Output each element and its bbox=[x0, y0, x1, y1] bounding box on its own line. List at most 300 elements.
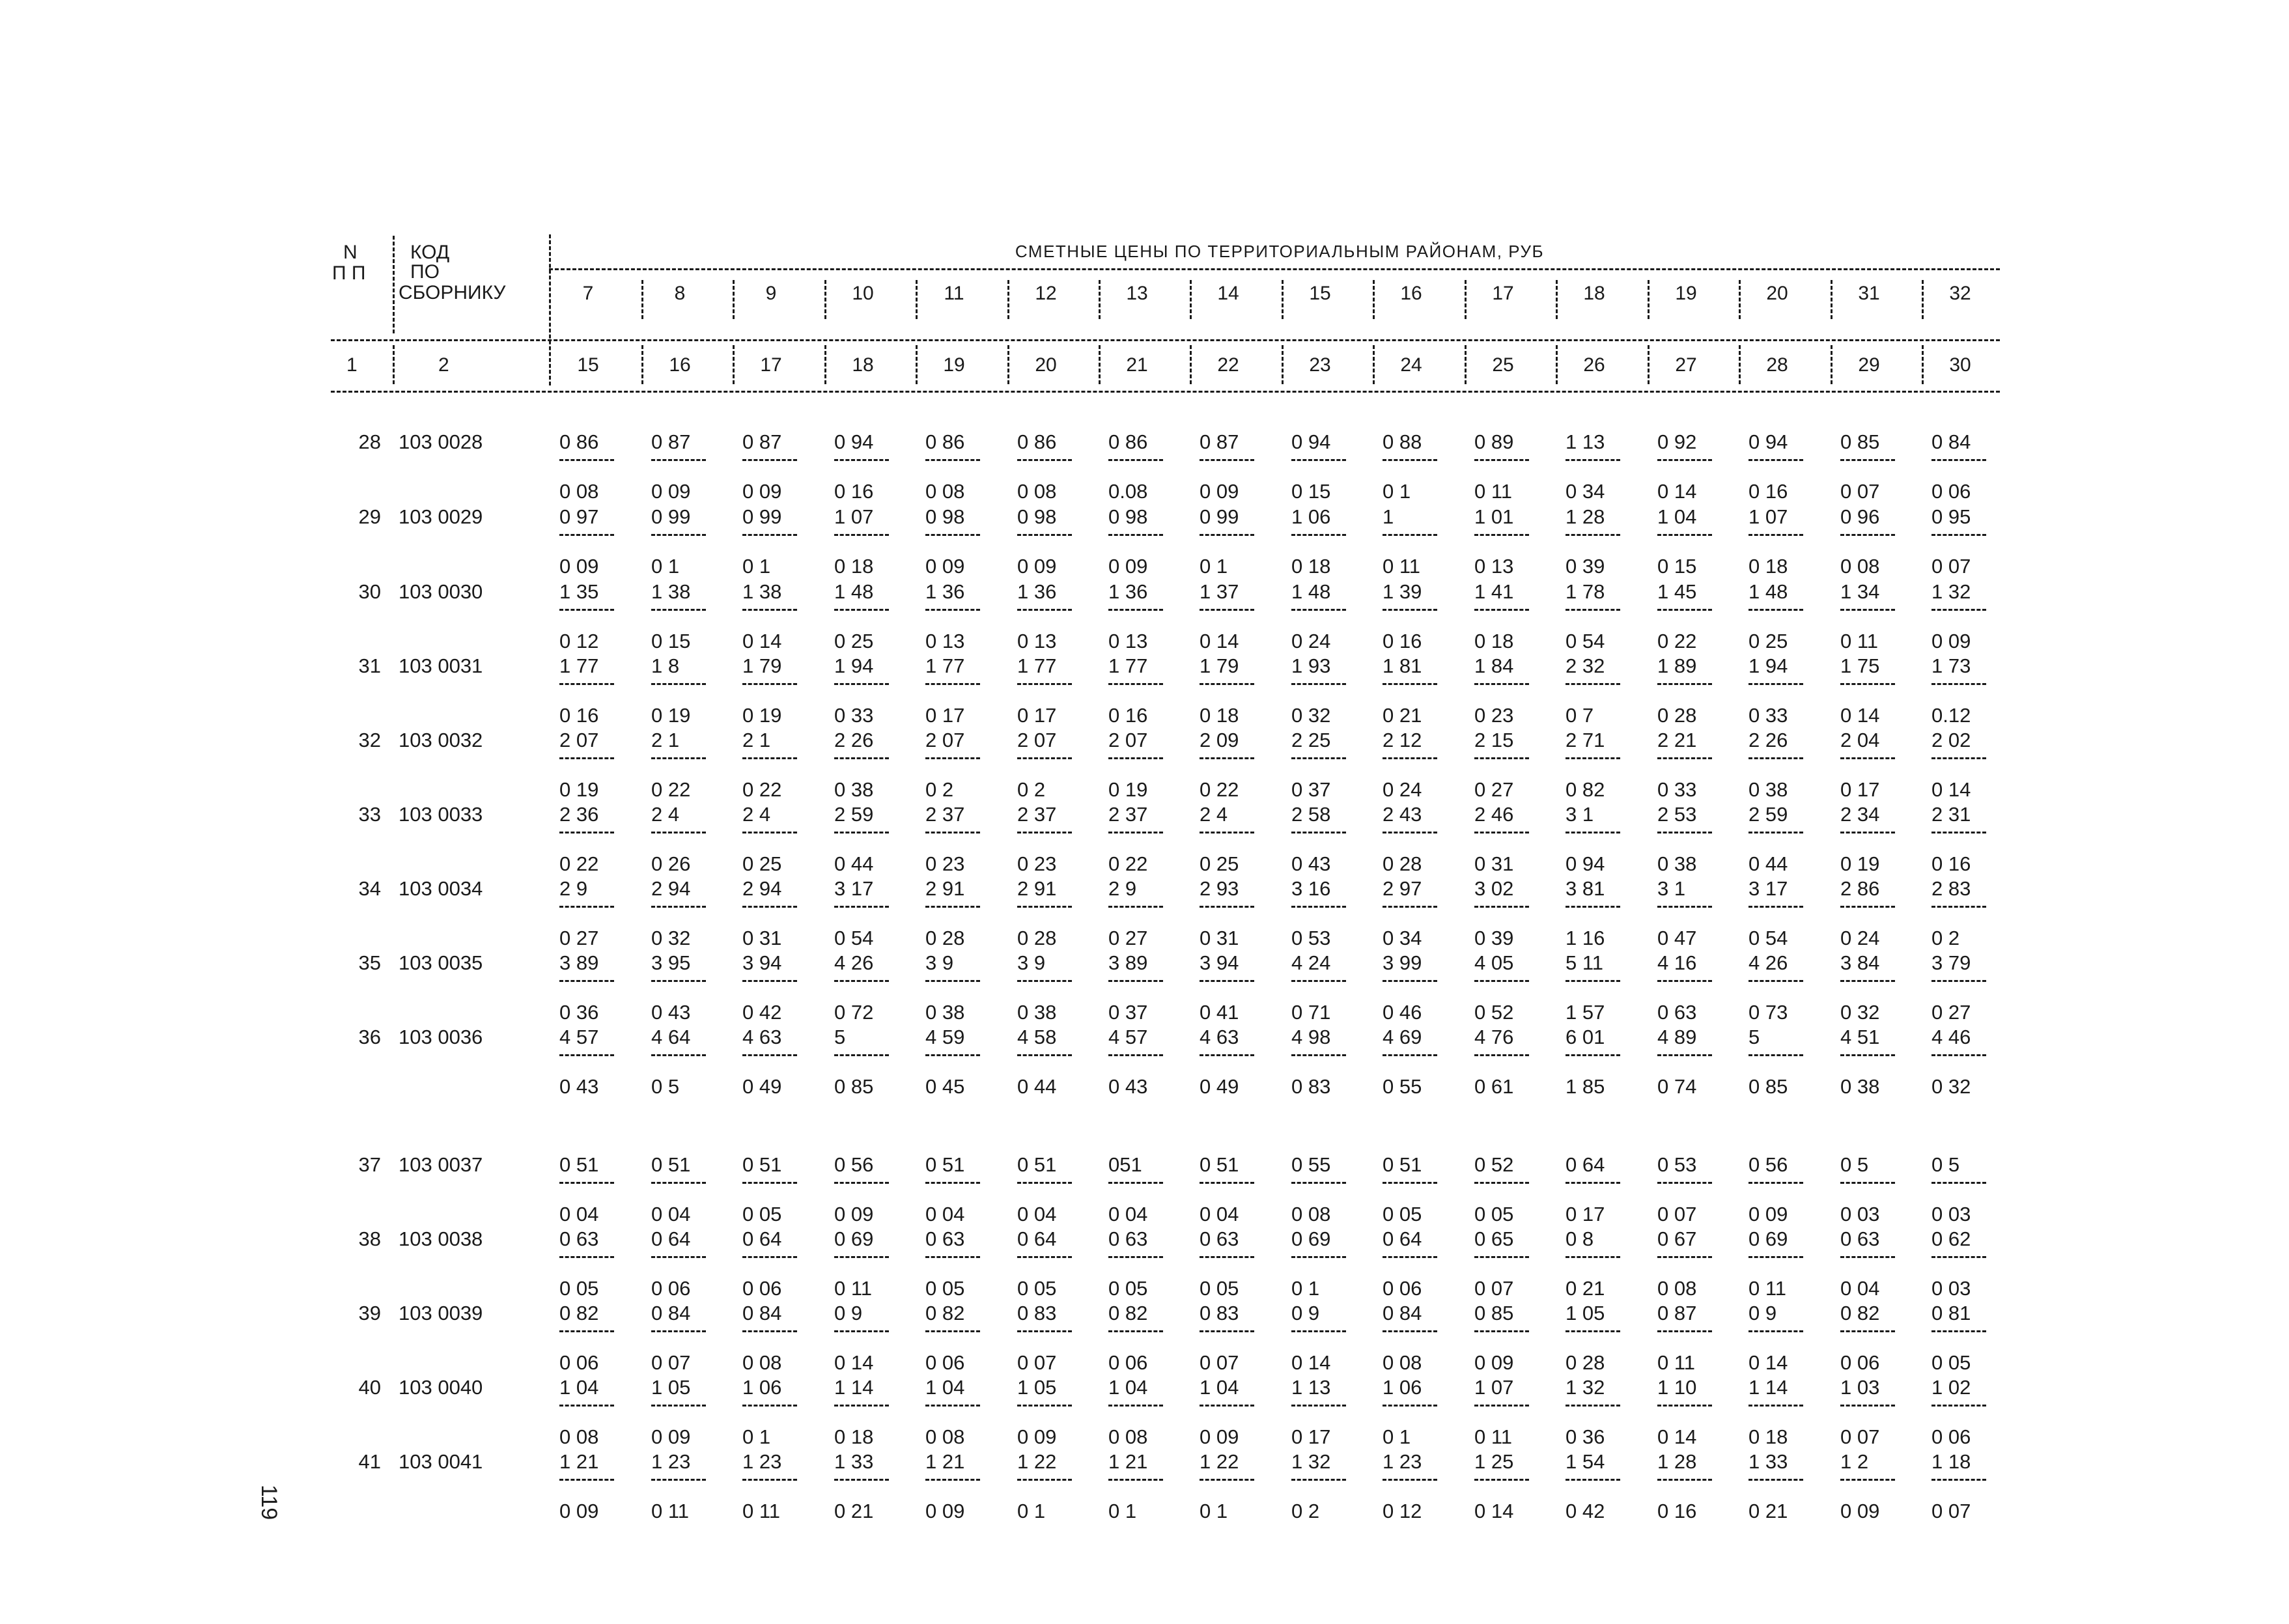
price-value: 0 39 bbox=[1566, 555, 1605, 578]
price-value: 0 52 bbox=[1474, 1001, 1514, 1024]
fraction-separator bbox=[1474, 1054, 1529, 1056]
price-value: 0 06 bbox=[925, 1351, 965, 1374]
fraction-separator bbox=[1017, 459, 1072, 461]
price-value: 2 12 bbox=[1383, 729, 1422, 751]
fraction-separator bbox=[1931, 1256, 1986, 1258]
row-code: 103 0028 bbox=[399, 430, 483, 453]
price-value: 0 33 bbox=[1657, 778, 1697, 801]
price-value: 0 94 bbox=[1291, 430, 1331, 453]
row-number: 33 bbox=[358, 803, 381, 826]
price-value: 0 09 bbox=[1108, 555, 1148, 578]
price-value: 0 21 bbox=[834, 1500, 874, 1522]
fraction-separator bbox=[1748, 1182, 1803, 1184]
price-value: 0 9 bbox=[834, 1302, 863, 1324]
fraction-separator bbox=[742, 1054, 797, 1056]
price-value: 0 36 bbox=[1566, 1425, 1605, 1448]
price-value: 0 09 bbox=[559, 1500, 599, 1522]
price-value: 1 32 bbox=[1291, 1450, 1331, 1473]
price-value: 0 07 bbox=[651, 1351, 691, 1374]
district-column-number: 23 bbox=[1309, 354, 1331, 376]
fraction-separator bbox=[1566, 1182, 1620, 1184]
fraction-separator bbox=[1840, 1330, 1895, 1332]
price-value: 1 77 bbox=[559, 654, 599, 677]
fraction-separator bbox=[651, 980, 706, 982]
district-column-number: 25 bbox=[1492, 354, 1514, 376]
fraction-separator bbox=[1108, 906, 1163, 908]
header-divider-left bbox=[393, 236, 395, 333]
price-value: 0 19 bbox=[559, 778, 599, 801]
price-value: 0 51 bbox=[651, 1153, 691, 1176]
fraction-separator bbox=[1657, 1256, 1712, 1258]
fraction-separator bbox=[1200, 980, 1254, 982]
fraction-separator bbox=[651, 1054, 706, 1056]
price-value: 2 93 bbox=[1200, 877, 1239, 900]
price-value: 2 83 bbox=[1931, 877, 1971, 900]
fraction-separator bbox=[1108, 757, 1163, 759]
price-value: 051 bbox=[1108, 1153, 1142, 1176]
price-value: 0 32 bbox=[651, 927, 691, 949]
price-value: 0 2 bbox=[925, 778, 954, 801]
district-column-number: 19 bbox=[943, 354, 965, 376]
price-value: 0 63 bbox=[925, 1227, 965, 1250]
price-value: 2 15 bbox=[1474, 729, 1514, 751]
price-value: 0 33 bbox=[1748, 704, 1788, 727]
price-value: 0 1 bbox=[1383, 1425, 1411, 1448]
fraction-separator bbox=[1474, 980, 1529, 982]
fraction-separator bbox=[1383, 980, 1437, 982]
price-value: 2 07 bbox=[925, 729, 965, 751]
district-column-number: 14 bbox=[1217, 283, 1239, 304]
price-value: 0 05 bbox=[559, 1277, 599, 1300]
district-column-number: 22 bbox=[1217, 354, 1239, 376]
price-value: 2 9 bbox=[1108, 877, 1137, 900]
price-value: 1 89 bbox=[1657, 654, 1697, 677]
price-value: 0 11 bbox=[1748, 1277, 1787, 1300]
price-value: 0 06 bbox=[742, 1277, 782, 1300]
fraction-separator bbox=[1931, 906, 1986, 908]
price-value: 0 24 bbox=[1383, 778, 1422, 801]
price-value: 0 04 bbox=[1108, 1203, 1148, 1225]
price-value: 4 63 bbox=[1200, 1026, 1239, 1048]
price-value: 0 14 bbox=[1931, 778, 1971, 801]
header-kod-label: КОД bbox=[410, 242, 450, 263]
fraction-separator bbox=[1657, 459, 1712, 461]
district-column-number: 16 bbox=[1400, 283, 1422, 304]
price-value: 0 09 bbox=[925, 1500, 965, 1522]
price-value: 0 05 bbox=[1383, 1203, 1422, 1225]
district-column-number: 16 bbox=[669, 354, 691, 376]
price-value: 0 82 bbox=[1566, 778, 1605, 801]
price-value: 0 32 bbox=[1291, 704, 1331, 727]
price-value: 1 05 bbox=[1566, 1302, 1605, 1324]
fraction-separator bbox=[651, 534, 706, 536]
row-code: 103 0036 bbox=[399, 1026, 483, 1048]
fraction-separator bbox=[651, 683, 706, 685]
fraction-separator bbox=[1840, 1479, 1895, 1481]
price-value: 0 05 bbox=[1931, 1351, 1971, 1374]
price-value: 0 08 bbox=[925, 1425, 965, 1448]
fraction-separator bbox=[559, 609, 614, 611]
fraction-separator bbox=[1566, 1330, 1620, 1332]
price-value: 0 61 bbox=[1474, 1075, 1514, 1098]
price-value: 1 06 bbox=[1383, 1376, 1422, 1399]
fraction-separator bbox=[1657, 1054, 1712, 1056]
fraction-separator bbox=[1657, 1479, 1712, 1481]
price-value: 0 15 bbox=[651, 630, 691, 652]
fraction-separator bbox=[1017, 1182, 1072, 1184]
price-value: 0 25 bbox=[1200, 852, 1239, 875]
price-value: 2 91 bbox=[1017, 877, 1057, 900]
price-value: 1 25 bbox=[1474, 1450, 1514, 1473]
price-value: 0 07 bbox=[1931, 555, 1971, 578]
price-value: 0 2 bbox=[1291, 1500, 1320, 1522]
price-value: 1 05 bbox=[1017, 1376, 1057, 1399]
price-value: 0 37 bbox=[1291, 778, 1331, 801]
price-value: 0 71 bbox=[1291, 1001, 1331, 1024]
price-value: 0 07 bbox=[1931, 1500, 1971, 1522]
price-value: 1 81 bbox=[1383, 654, 1422, 677]
row-code: 103 0035 bbox=[399, 951, 483, 974]
price-value: 1 34 bbox=[1840, 580, 1880, 603]
fraction-separator bbox=[1383, 1256, 1437, 1258]
price-value: 4 05 bbox=[1474, 951, 1514, 974]
row-number: 29 bbox=[358, 505, 381, 528]
price-value: 0 05 bbox=[1474, 1203, 1514, 1225]
price-value: 0 9 bbox=[1291, 1302, 1320, 1324]
price-value: 0 22 bbox=[651, 778, 691, 801]
price-value: 0 63 bbox=[1200, 1227, 1239, 1250]
price-value: 0 17 bbox=[925, 704, 965, 727]
price-value: 5 bbox=[834, 1026, 846, 1048]
fraction-separator bbox=[925, 906, 980, 908]
price-value: 0 1 bbox=[1291, 1277, 1320, 1300]
price-value: 3 84 bbox=[1840, 951, 1880, 974]
price-value: 0 62 bbox=[1931, 1227, 1971, 1250]
price-value: 0 85 bbox=[1474, 1302, 1514, 1324]
fraction-separator bbox=[1931, 980, 1986, 982]
fraction-separator bbox=[1017, 1256, 1072, 1258]
fraction-separator bbox=[1657, 1182, 1712, 1184]
price-value: 3 16 bbox=[1291, 877, 1331, 900]
price-value: 0 09 bbox=[1017, 1425, 1057, 1448]
row-code: 103 0041 bbox=[399, 1450, 483, 1473]
price-value: 0 09 bbox=[1748, 1203, 1788, 1225]
price-value: 1 23 bbox=[1383, 1450, 1422, 1473]
price-value: 0 82 bbox=[1840, 1302, 1880, 1324]
price-value: 2 31 bbox=[1931, 803, 1971, 826]
price-value: 0 82 bbox=[559, 1302, 599, 1324]
price-value: 0 86 bbox=[559, 430, 599, 453]
fraction-separator bbox=[742, 980, 797, 982]
fraction-separator bbox=[1840, 757, 1895, 759]
row-number: 32 bbox=[358, 729, 381, 751]
fraction-separator bbox=[925, 832, 980, 833]
price-value: 0 11 bbox=[742, 1500, 781, 1522]
row-code: 103 0029 bbox=[399, 505, 483, 528]
price-value: 0 1 bbox=[1017, 1500, 1046, 1522]
price-value: 2 4 bbox=[742, 803, 771, 826]
price-value: 0 07 bbox=[1840, 480, 1880, 503]
row-number: 37 bbox=[358, 1153, 381, 1176]
fraction-separator bbox=[559, 1479, 614, 1481]
price-value: 0 15 bbox=[1291, 480, 1331, 503]
price-value: 1 79 bbox=[1200, 654, 1239, 677]
fraction-separator bbox=[742, 757, 797, 759]
fraction-separator bbox=[1291, 1182, 1346, 1184]
row-code: 103 0038 bbox=[399, 1227, 483, 1250]
fraction-separator bbox=[1108, 832, 1163, 833]
header-title: СМЕТНЫЕ ЦЕНЫ ПО ТЕРРИТОРИАЛЬНЫМ РАЙОНАМ, РУБ bbox=[1015, 242, 1545, 261]
price-value: 4 16 bbox=[1657, 951, 1697, 974]
price-value: 0 38 bbox=[1657, 852, 1697, 875]
price-value: 0 1 bbox=[1200, 555, 1228, 578]
price-value: 0 08 bbox=[742, 1351, 782, 1374]
price-value: 1 33 bbox=[834, 1450, 874, 1473]
price-value: 0 21 bbox=[1566, 1277, 1605, 1300]
price-value: 0 11 bbox=[651, 1500, 690, 1522]
row-code: 103 0030 bbox=[399, 580, 483, 603]
price-value: 0 83 bbox=[1200, 1302, 1239, 1324]
price-value: 0 63 bbox=[559, 1227, 599, 1250]
fraction-separator bbox=[1474, 1405, 1529, 1407]
price-value: 1 54 bbox=[1566, 1450, 1605, 1473]
price-value: 0 5 bbox=[1931, 1153, 1960, 1176]
district-column-number: 17 bbox=[760, 354, 782, 376]
price-value: 1 78 bbox=[1566, 580, 1605, 603]
fraction-separator bbox=[1748, 832, 1803, 833]
fraction-separator bbox=[1383, 1405, 1437, 1407]
price-value: 0 08 bbox=[559, 1425, 599, 1448]
price-value: 2 07 bbox=[1017, 729, 1057, 751]
fraction-separator bbox=[742, 1182, 797, 1184]
price-value: 2 34 bbox=[1840, 803, 1880, 826]
price-value: 0 14 bbox=[1200, 630, 1239, 652]
price-value: 0 06 bbox=[1840, 1351, 1880, 1374]
fraction-separator bbox=[1474, 459, 1529, 461]
price-value: 2 94 bbox=[742, 877, 782, 900]
price-value: 0 04 bbox=[1840, 1277, 1880, 1300]
price-value: 2 4 bbox=[1200, 803, 1228, 826]
price-value: 3 1 bbox=[1657, 877, 1686, 900]
price-value: 1 32 bbox=[1931, 580, 1971, 603]
fraction-separator bbox=[1017, 832, 1072, 833]
fraction-separator bbox=[1566, 1405, 1620, 1407]
price-value: 1 02 bbox=[1931, 1376, 1971, 1399]
price-value: 0 56 bbox=[1748, 1153, 1788, 1176]
price-value: 0 07 bbox=[1200, 1351, 1239, 1374]
price-value: 0 1 bbox=[651, 555, 680, 578]
price-value: 1 14 bbox=[834, 1376, 874, 1399]
price-value: 1 77 bbox=[1108, 654, 1148, 677]
price-value: 0 13 bbox=[925, 630, 965, 652]
price-value: 1 13 bbox=[1291, 1376, 1331, 1399]
price-value: 0 06 bbox=[1383, 1277, 1422, 1300]
price-value: 0 18 bbox=[834, 1425, 874, 1448]
row-code: 103 0037 bbox=[399, 1153, 483, 1176]
price-value: 1 36 bbox=[1108, 580, 1148, 603]
price-value: 0 44 bbox=[834, 852, 874, 875]
price-value: 0 04 bbox=[1200, 1203, 1239, 1225]
fraction-separator bbox=[1200, 1405, 1254, 1407]
price-value: 0 1 bbox=[1108, 1500, 1137, 1522]
price-value: 0 28 bbox=[1017, 927, 1057, 949]
price-value: 0 84 bbox=[1383, 1302, 1422, 1324]
price-value: 0 51 bbox=[1383, 1153, 1422, 1176]
price-value: 1 22 bbox=[1200, 1450, 1239, 1473]
price-value: 3 79 bbox=[1931, 951, 1971, 974]
price-value: 1 2 bbox=[1840, 1450, 1869, 1473]
fraction-separator bbox=[559, 1182, 614, 1184]
price-value: 0 55 bbox=[1383, 1075, 1422, 1098]
fraction-separator bbox=[1748, 906, 1803, 908]
fraction-separator bbox=[1108, 1330, 1163, 1332]
fraction-separator bbox=[651, 609, 706, 611]
price-value: 1 07 bbox=[834, 505, 874, 528]
price-value: 0 19 bbox=[742, 704, 782, 727]
fraction-separator bbox=[1474, 534, 1529, 536]
fraction-separator bbox=[1657, 906, 1712, 908]
price-value: 0 56 bbox=[834, 1153, 874, 1176]
fraction-separator bbox=[834, 1479, 889, 1481]
price-value: 0 98 bbox=[925, 505, 965, 528]
fraction-separator bbox=[1931, 1405, 1986, 1407]
row-code: 103 0034 bbox=[399, 877, 483, 900]
price-value: 0 32 bbox=[1931, 1075, 1971, 1098]
price-value: 2 59 bbox=[834, 803, 874, 826]
price-value: 2 86 bbox=[1840, 877, 1880, 900]
price-value: 0 69 bbox=[834, 1227, 874, 1250]
price-value: 0 05 bbox=[742, 1203, 782, 1225]
fraction-separator bbox=[1383, 683, 1437, 685]
price-value: 0 87 bbox=[1657, 1302, 1697, 1324]
header-mid-rule bbox=[331, 339, 2000, 341]
price-value: 0 85 bbox=[1748, 1075, 1788, 1098]
price-value: 0 63 bbox=[1840, 1227, 1880, 1250]
fraction-separator bbox=[925, 534, 980, 536]
price-value: 1 06 bbox=[742, 1376, 782, 1399]
price-value: 2 02 bbox=[1931, 729, 1971, 751]
fraction-separator bbox=[651, 1182, 706, 1184]
price-value: 0 8 bbox=[1566, 1227, 1594, 1250]
row-number: 31 bbox=[358, 654, 381, 677]
price-value: 1 94 bbox=[1748, 654, 1788, 677]
fraction-separator bbox=[1931, 1054, 1986, 1056]
fraction-separator bbox=[1931, 609, 1986, 611]
price-value: 1 73 bbox=[1931, 654, 1971, 677]
price-value: 0 87 bbox=[1200, 430, 1239, 453]
fraction-separator bbox=[1840, 1182, 1895, 1184]
price-value: 1 21 bbox=[559, 1450, 599, 1473]
price-value: 0 25 bbox=[1748, 630, 1788, 652]
fraction-separator bbox=[925, 980, 980, 982]
price-value: 1 48 bbox=[1291, 580, 1331, 603]
row-number: 39 bbox=[358, 1302, 381, 1324]
price-value: 0 43 bbox=[1291, 852, 1331, 875]
price-value: 0 2 bbox=[1931, 927, 1960, 949]
fraction-separator bbox=[925, 1479, 980, 1481]
price-value: 0 09 bbox=[1200, 480, 1239, 503]
price-value: 0 7 bbox=[1566, 704, 1594, 727]
price-value: 4 26 bbox=[834, 951, 874, 974]
price-value: 0 18 bbox=[1748, 1425, 1788, 1448]
price-value: 1 94 bbox=[834, 654, 874, 677]
fraction-separator bbox=[1657, 832, 1712, 833]
price-value: 0 55 bbox=[1291, 1153, 1331, 1176]
fraction-separator bbox=[1291, 832, 1346, 833]
fraction-separator bbox=[1383, 757, 1437, 759]
fraction-separator bbox=[1657, 683, 1712, 685]
fraction-separator bbox=[834, 1054, 889, 1056]
price-value: 0 34 bbox=[1383, 927, 1422, 949]
price-value: 1 16 bbox=[1566, 927, 1605, 949]
price-value: 0 11 bbox=[1383, 555, 1421, 578]
price-value: 0 51 bbox=[1017, 1153, 1057, 1176]
header-sborniku-label: СБОРНИКУ bbox=[399, 282, 506, 303]
price-value: 0 43 bbox=[1108, 1075, 1148, 1098]
price-value: 0 36 bbox=[559, 1001, 599, 1024]
price-value: 1 77 bbox=[1017, 654, 1057, 677]
price-value: 0 08 bbox=[1840, 555, 1880, 578]
price-value: 0 74 bbox=[1657, 1075, 1697, 1098]
price-value: 0 07 bbox=[1474, 1277, 1514, 1300]
price-value: 1 38 bbox=[742, 580, 782, 603]
price-value: 0 06 bbox=[1931, 480, 1971, 503]
price-value: 1 32 bbox=[1566, 1376, 1605, 1399]
price-value: 0 06 bbox=[651, 1277, 691, 1300]
row-number: 34 bbox=[358, 877, 381, 900]
price-value: 1 37 bbox=[1200, 580, 1239, 603]
fraction-separator bbox=[834, 1330, 889, 1332]
price-value: 0 27 bbox=[1931, 1001, 1971, 1024]
price-value: 0 85 bbox=[1840, 430, 1880, 453]
price-value: 2 32 bbox=[1566, 654, 1605, 677]
price-value: 0 27 bbox=[559, 927, 599, 949]
district-column-number: 10 bbox=[852, 283, 874, 304]
price-value: 4 24 bbox=[1291, 951, 1331, 974]
district-column-number: 29 bbox=[1858, 354, 1880, 376]
price-value: 3 95 bbox=[651, 951, 691, 974]
fraction-separator bbox=[1200, 683, 1254, 685]
price-value: 0 07 bbox=[1657, 1203, 1697, 1225]
price-value: 1 93 bbox=[1291, 654, 1331, 677]
price-value: 1 84 bbox=[1474, 654, 1514, 677]
price-value: 0 83 bbox=[1291, 1075, 1331, 1098]
fraction-separator bbox=[559, 906, 614, 908]
price-value: 0 08 bbox=[1017, 480, 1057, 503]
price-value: 0 24 bbox=[1291, 630, 1331, 652]
fraction-separator bbox=[1383, 459, 1437, 461]
price-value: 0 17 bbox=[1566, 1203, 1605, 1225]
price-value: 2 37 bbox=[1108, 803, 1148, 826]
price-value: 0 31 bbox=[1200, 927, 1239, 949]
fraction-separator bbox=[1200, 832, 1254, 833]
price-value: 0 87 bbox=[651, 430, 691, 453]
price-value: 4 89 bbox=[1657, 1026, 1697, 1048]
price-value: 0 03 bbox=[1840, 1203, 1880, 1225]
fraction-separator bbox=[651, 459, 706, 461]
price-value: 0 38 bbox=[834, 778, 874, 801]
price-value: 0 08 bbox=[925, 480, 965, 503]
price-value: 0 27 bbox=[1474, 778, 1514, 801]
fraction-separator bbox=[1748, 1256, 1803, 1258]
price-value: 0 31 bbox=[742, 927, 782, 949]
district-column-number: 18 bbox=[852, 354, 874, 376]
fraction-separator bbox=[742, 609, 797, 611]
price-value: 0 16 bbox=[1383, 630, 1422, 652]
fraction-separator bbox=[1108, 534, 1163, 536]
fraction-separator bbox=[1017, 906, 1072, 908]
price-value: 0 81 bbox=[1931, 1302, 1971, 1324]
